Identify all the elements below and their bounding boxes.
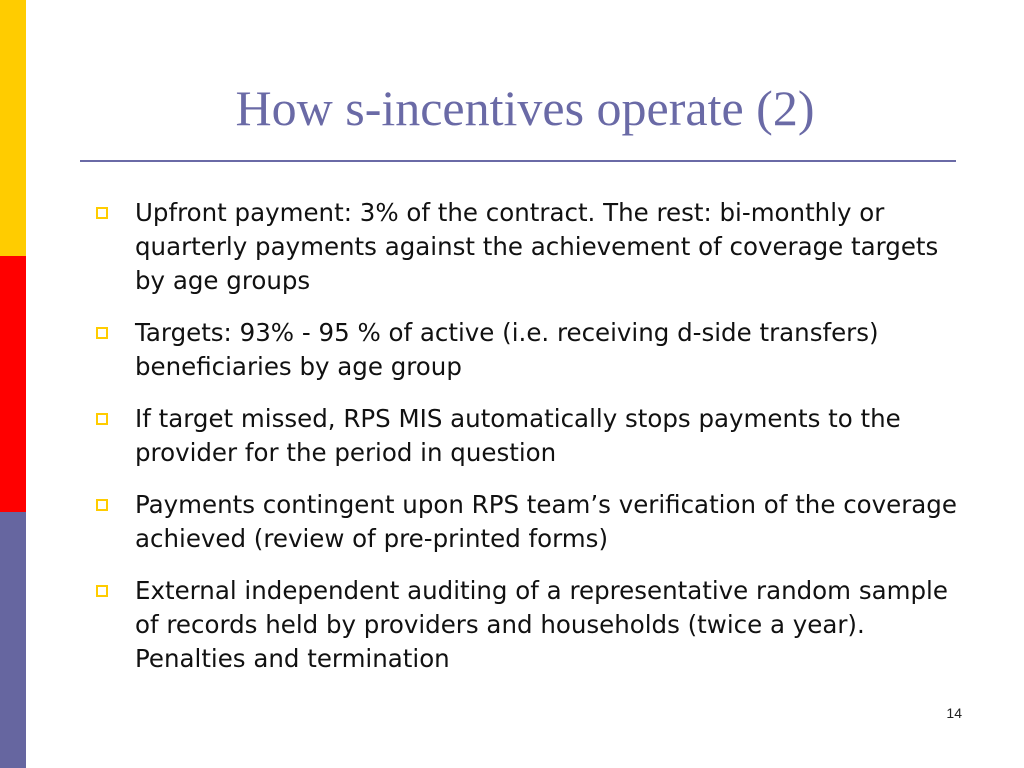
hollow-square-icon <box>96 499 108 511</box>
title-divider <box>80 160 956 162</box>
hollow-square-icon <box>96 413 108 425</box>
bullet-item <box>96 196 966 298</box>
bullet-text: Targets: 93% - 95 % of active (i.e. receiving d-side transfers) beneficiaries by age group <box>135 318 879 381</box>
hollow-square-icon <box>96 327 108 339</box>
hollow-square-icon <box>96 207 108 219</box>
bullet-item <box>96 574 966 676</box>
bullet-item <box>96 488 966 556</box>
bullet-text: Payments contingent upon RPS team’s verification of the coverage achieved (review of pre-printed forms) <box>135 490 957 553</box>
bullet-item <box>96 402 966 470</box>
bullet-item <box>96 316 966 384</box>
side-bar-yellow <box>0 0 26 256</box>
side-bar-red <box>0 256 26 512</box>
slide-title: How s-incentives operate (2) <box>235 80 815 136</box>
page-number: 14 <box>946 705 962 721</box>
hollow-square-icon <box>96 585 108 597</box>
bullet-text: External independent auditing of a representative random sample of records held by providers and households (twice a year). Penalties and termination <box>135 576 948 673</box>
bullet-text: Upfront payment: 3% of the contract. The rest: bi-monthly or quarterly payments against the achievement of coverage targets by age groups <box>135 198 939 295</box>
side-bar-purple <box>0 512 26 768</box>
bullet-text: If target missed, RPS MIS automatically stops payments to the provider for the period in question <box>135 404 901 467</box>
bullet-list <box>96 196 966 694</box>
